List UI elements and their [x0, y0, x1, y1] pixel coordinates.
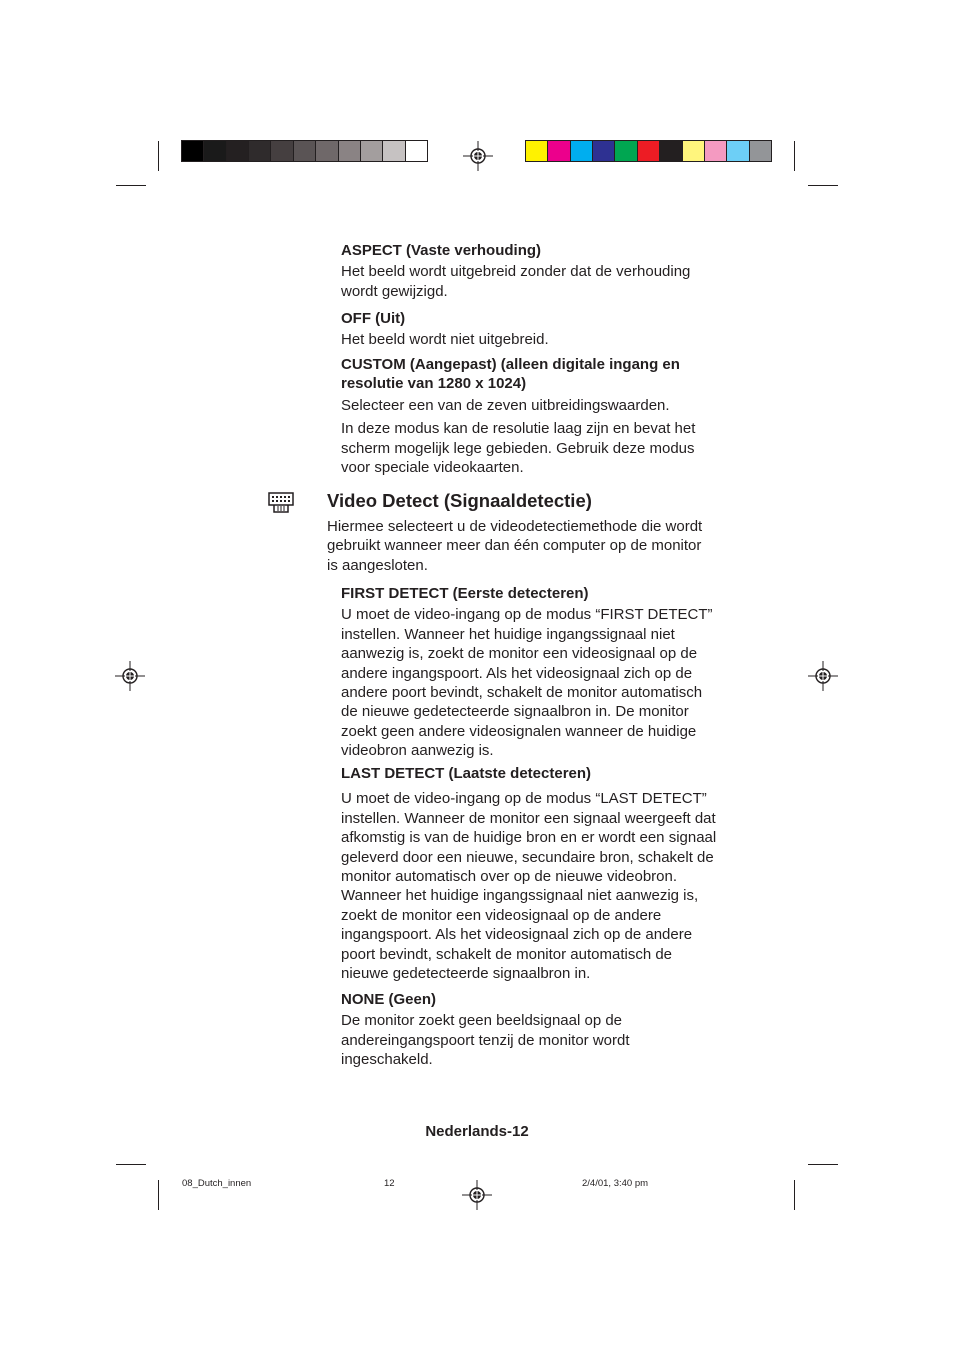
body-line: De monitor zoekt geen beeldsignaal op de: [341, 1012, 623, 1030]
gray-swatch: [249, 141, 271, 161]
crop-mark: [794, 1180, 795, 1210]
body-line: de nieuwe gedetecteerde signaalbron in. De monitor: [341, 703, 689, 721]
page-number-label: Nederlands-12: [425, 1123, 529, 1140]
body-line: nieuwe gedetecteerde signaalbron in.: [341, 965, 591, 983]
body-line: Wanneer het huidige ingangssignaal niet aanwezig is,: [341, 887, 699, 905]
last-detect-section: [341, 764, 716, 983]
color-swatch: [548, 141, 570, 161]
aspect-heading: ASPECT (Vaste verhouding): [341, 242, 542, 259]
body-line: wordt gewijzigd.: [341, 282, 448, 300]
body-line: U moet de video-ingang op de modus “LAST DETECT”: [341, 790, 707, 808]
custom-heading: CUSTOM (Aangepast) (alleen digitale ingang en: [341, 356, 680, 373]
body-line: instellen. Wanneer de monitor een signaal weergeeft dat: [341, 809, 716, 827]
crop-mark: [116, 1164, 146, 1165]
grayscale-bar: [181, 140, 428, 162]
registration-mark-icon: [115, 661, 145, 691]
registration-mark-icon: [462, 1180, 492, 1210]
color-swatch: [571, 141, 593, 161]
section-title: Video Detect (Signaaldetectie): [327, 490, 592, 511]
body-line: andereingangspoort tenzij de monitor wordt: [341, 1031, 630, 1049]
slug-date: 2/4/01, 3:40 pm: [582, 1178, 649, 1189]
gray-swatch: [406, 141, 427, 161]
crop-mark: [808, 185, 838, 186]
color-swatch: [683, 141, 705, 161]
first-detect-section: [341, 584, 713, 761]
slug-filename: 08_Dutch_innen: [182, 1178, 252, 1189]
color-swatch: [593, 141, 615, 161]
registration-mark-icon: [463, 141, 493, 171]
crop-mark: [116, 185, 146, 186]
body-line: gebruikt wanneer meer dan één computer op de monitor: [327, 537, 702, 555]
gray-swatch: [294, 141, 316, 161]
gray-swatch: [361, 141, 383, 161]
color-swatch: [727, 141, 749, 161]
gray-swatch: [383, 141, 405, 161]
video-detect-section: [327, 490, 702, 575]
none-section: [341, 990, 630, 1070]
color-swatch: [526, 141, 548, 161]
crop-mark: [794, 141, 795, 171]
body-line: poort bevindt, schakelt de monitor automatisch de: [341, 945, 673, 963]
gray-swatch: [182, 141, 204, 161]
body-line: Hiermee selecteert u de videodetectiemethode die wordt: [327, 518, 703, 535]
body-line: instellen. Wanneer het huidige ingangssignaal niet: [341, 625, 675, 643]
body-line: U moet de video-ingang op de modus “FIRST DETECT”: [341, 606, 713, 624]
gray-swatch: [339, 141, 361, 161]
color-bar: [525, 140, 772, 162]
custom-heading: resolutie van 1280 x 1024): [341, 375, 527, 393]
body-line: zoekt de monitor een videosignaal op de andere: [341, 906, 662, 924]
gray-swatch: [316, 141, 338, 161]
body-line: voor speciale videokaarten.: [341, 459, 524, 477]
body-line: In deze modus kan de resolutie laag zijn en bevat het: [341, 420, 696, 438]
crop-mark: [158, 1180, 159, 1210]
crop-mark: [158, 141, 159, 171]
first-detect-heading: FIRST DETECT (Eerste detecteren): [341, 585, 589, 602]
body-line: scherm mogelijk lege gebieden. Gebruik deze modus: [341, 439, 695, 457]
body-line: Het beeld wordt niet uitgebreid.: [341, 331, 549, 349]
none-heading: NONE (Geen): [341, 991, 437, 1008]
body-line: aanwezig is, zoekt de monitor een videosignaal op de: [341, 645, 698, 663]
body-line: andere poort bevindt, schakelt de monitor automatisch: [341, 684, 703, 702]
body-line: zoekt geen andere videosignalen wanneer de huidige: [341, 722, 697, 740]
color-swatch: [705, 141, 727, 161]
body-line: Selecteer een van de zeven uitbreidingswaarden.: [341, 396, 670, 414]
body-line: afkomstig is van de huidige bron en er wordt een signaal: [341, 829, 717, 847]
body-line: ingeschakeld.: [341, 1051, 433, 1069]
color-swatch: [750, 141, 771, 161]
body-line: monitor automatisch over op de nieuwe videobron.: [341, 868, 678, 886]
body-line: geleverd door een nieuwe, secundaire bron, schakelt de: [341, 848, 714, 866]
slug-page: 12: [384, 1178, 395, 1189]
video-connector-icon: [268, 492, 294, 514]
body-line: is aangesloten.: [327, 556, 428, 574]
color-swatch: [638, 141, 660, 161]
last-detect-heading: LAST DETECT (Laatste detecteren): [341, 765, 592, 782]
gray-swatch: [204, 141, 226, 161]
body-line: ingangspoort. Als het videosignaal zich op de andere: [341, 926, 693, 944]
gray-swatch: [271, 141, 293, 161]
aspect-section: [341, 241, 690, 301]
color-swatch: [660, 141, 682, 161]
custom-section: [341, 355, 695, 477]
crop-mark: [808, 1164, 838, 1165]
off-section: [341, 309, 549, 350]
off-heading: OFF (Uit): [341, 310, 406, 327]
gray-swatch: [227, 141, 249, 161]
color-swatch: [615, 141, 637, 161]
body-line: Het beeld wordt uitgebreid zonder dat de verhouding: [341, 263, 691, 281]
body-line: videobron aanwezig is.: [341, 742, 494, 760]
body-line: andere ingangspoort. Als het videosignaal zich op de: [341, 664, 693, 682]
registration-mark-icon: [808, 661, 838, 691]
